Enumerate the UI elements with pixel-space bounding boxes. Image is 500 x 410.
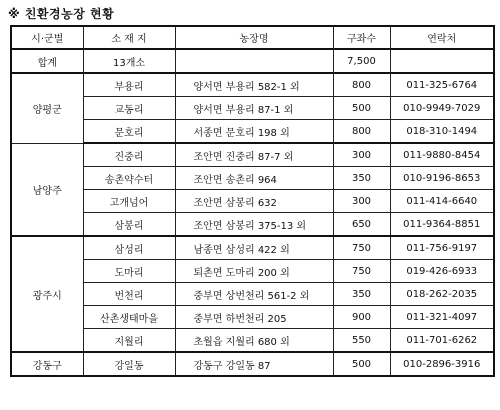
location-cell: 지월리 [83, 329, 175, 353]
table-row [11, 260, 494, 283]
total-label: 합계 [11, 49, 83, 73]
plots-cell: 750 [333, 236, 390, 260]
farm-cell: 서종면 문호리 198 외 [175, 120, 333, 144]
table-row [11, 143, 494, 167]
farm-cell: 조안면 삼봉리 375-13 외 [175, 213, 333, 237]
location-cell: 교동리 [83, 97, 175, 120]
contact-cell: 011-321-4097 [390, 306, 494, 329]
location-cell: 고개넘어 [83, 190, 175, 213]
location-cell: 산촌생태마을 [83, 306, 175, 329]
contact-cell: 010-9196-8653 [390, 167, 494, 190]
contact-cell: 011-9880-8454 [390, 143, 494, 167]
table-row [11, 236, 494, 260]
contact-cell: 019-426-6933 [390, 260, 494, 283]
header-farm-name: 농장명 [175, 26, 333, 49]
table-row [11, 283, 494, 306]
plots-cell: 650 [333, 213, 390, 237]
contact-cell: 011-325-6764 [390, 73, 494, 97]
contact-cell: 010-9949-7029 [390, 97, 494, 120]
eco-farm-table [10, 25, 495, 377]
header-plots: 구좌수 [333, 26, 390, 49]
table-header-row [11, 26, 494, 49]
table-row [11, 120, 494, 144]
plots-cell: 800 [333, 120, 390, 144]
table-row [11, 352, 494, 376]
table-row [11, 329, 494, 353]
header-contact: 연락처 [390, 26, 494, 49]
table-row [11, 97, 494, 120]
plots-cell: 550 [333, 329, 390, 353]
location-cell: 강일동 [83, 352, 175, 376]
table-row [11, 167, 494, 190]
total-contact [390, 49, 494, 73]
contact-cell: 011-414-6640 [390, 190, 494, 213]
region-cell: 남양주 [11, 143, 83, 236]
location-cell: 송촌약수터 [83, 167, 175, 190]
location-cell: 도마리 [83, 260, 175, 283]
farm-cell: 양서면 부용리 87-1 외 [175, 97, 333, 120]
region-cell: 양평군 [11, 73, 83, 143]
table-row [11, 73, 494, 97]
contact-cell: 011-701-6262 [390, 329, 494, 353]
farm-cell: 양서면 부용리 582-1 외 [175, 73, 333, 97]
total-farm [175, 49, 333, 73]
plots-cell: 500 [333, 352, 390, 376]
location-cell: 삼성리 [83, 236, 175, 260]
contact-cell: 018-262-2035 [390, 283, 494, 306]
farm-cell: 초월읍 지월리 680 외 [175, 329, 333, 353]
farm-cell: 중부면 상번천리 561-2 외 [175, 283, 333, 306]
farm-cell: 퇴촌면 도마리 200 외 [175, 260, 333, 283]
total-count: 13개소 [83, 49, 175, 73]
plots-cell: 900 [333, 306, 390, 329]
plots-cell: 300 [333, 190, 390, 213]
location-cell: 삼봉리 [83, 213, 175, 237]
total-plots: 7,500 [333, 49, 390, 73]
location-cell: 부용리 [83, 73, 175, 97]
farm-cell: 조안면 삼봉리 632 [175, 190, 333, 213]
total-row [11, 49, 494, 73]
plots-cell: 350 [333, 167, 390, 190]
farm-cell: 남종면 삼성리 422 외 [175, 236, 333, 260]
plots-cell: 750 [333, 260, 390, 283]
table-row [11, 213, 494, 237]
page-title: ※ 친환경농장 현황 [8, 7, 115, 21]
location-cell: 번천리 [83, 283, 175, 306]
location-cell: 문호리 [83, 120, 175, 144]
contact-cell: 011-756-9197 [390, 236, 494, 260]
table-row [11, 306, 494, 329]
contact-cell: 011-9364-8851 [390, 213, 494, 237]
farm-cell: 조안면 송촌리 964 [175, 167, 333, 190]
table-row [11, 190, 494, 213]
location-cell: 진중리 [83, 143, 175, 167]
farm-cell: 강동구 강일동 87 [175, 352, 333, 376]
farm-cell: 조안면 진중리 87-7 외 [175, 143, 333, 167]
header-region: 시·군별 [11, 26, 83, 49]
contact-cell: 018-310-1494 [390, 120, 494, 144]
header-location: 소 재 지 [83, 26, 175, 49]
plots-cell: 500 [333, 97, 390, 120]
contact-cell: 010-2896-3916 [390, 352, 494, 376]
plots-cell: 800 [333, 73, 390, 97]
farm-cell: 중부면 하번천리 205 [175, 306, 333, 329]
plots-cell: 350 [333, 283, 390, 306]
plots-cell: 300 [333, 143, 390, 167]
region-cell: 강동구 [11, 352, 83, 376]
region-cell: 광주시 [11, 236, 83, 352]
